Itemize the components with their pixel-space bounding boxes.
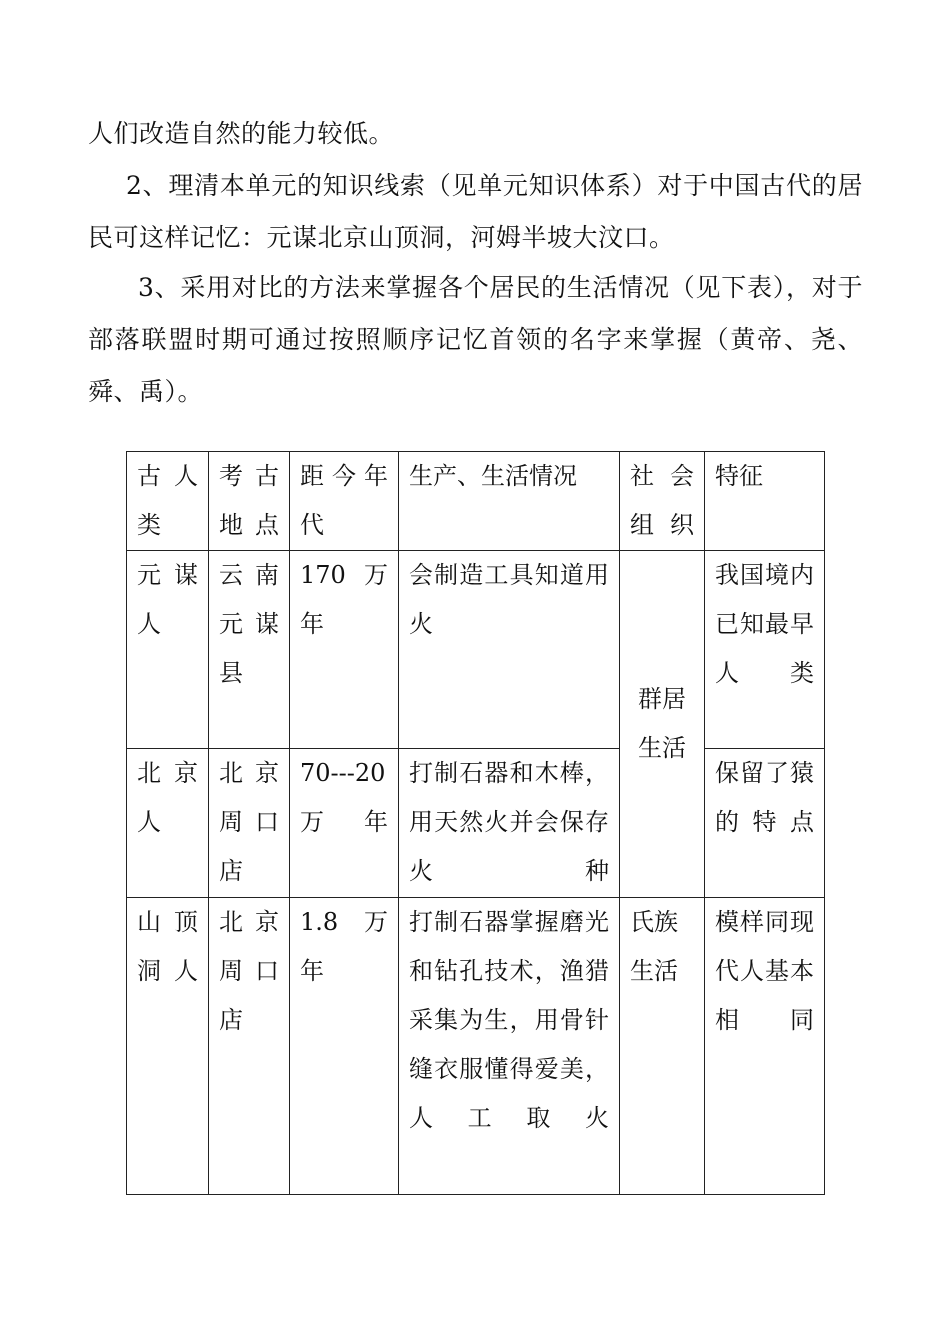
ancient-humans-table [126, 451, 825, 1195]
cell-feature: 我国境内已知最早人类 [705, 551, 825, 749]
header-cell-social: 社会组织 [620, 452, 705, 551]
cell-feature: 保留了猿的特点 [705, 749, 825, 898]
cell-life: 会制造工具知道用火 [399, 551, 620, 749]
table-row [127, 898, 825, 1195]
cell-age: 1.8 万年 [290, 898, 399, 1195]
cell-site: 北京周口店 [209, 898, 290, 1195]
header-cell-life: 生产、生活情况 [399, 452, 620, 551]
paragraph-1: 人们改造自然的能力较低。 [88, 119, 395, 148]
paragraph-2: 2、理清本单元的知识线索（见单元知识体系）对于中国古代的居民可这样记忆：元谋北京山顶洞，河姆半坡大汶口。 [88, 171, 863, 252]
header-cell-age: 距今年代 [290, 452, 399, 551]
cell-people: 北京人 [127, 749, 209, 898]
header-cell-feature: 特征 [705, 452, 825, 551]
cell-site: 云南元谋县 [209, 551, 290, 749]
cell-social-group: 氏族生活 [620, 898, 705, 1195]
cell-age: 70---20 万年 [290, 749, 399, 898]
table-row [127, 749, 825, 898]
table-header-row [127, 452, 825, 551]
header-cell-site: 考古地点 [209, 452, 290, 551]
header-cell-people: 古人类 [127, 452, 209, 551]
cell-people: 山顶洞人 [127, 898, 209, 1195]
cell-social-group: 群居生活 [620, 551, 705, 898]
cell-people: 元谋人 [127, 551, 209, 749]
table-row [127, 551, 825, 749]
cell-site: 北京周口店 [209, 749, 290, 898]
paragraph-3: 3、采用对比的方法来掌握各个居民的生活情况（见下表），对于部落联盟时期可通过按照顺序记忆首领的名字来掌握（黄帝、尧、舜、禹）。 [88, 273, 863, 406]
cell-age: 170 万年 [290, 551, 399, 749]
cell-feature: 模样同现代人基本相同 [705, 898, 825, 1195]
cell-life: 打制石器和木棒，用天然火并会保存火种 [399, 749, 620, 898]
cell-life: 打制石器掌握磨光和钻孔技术，渔猎采集为生，用骨针缝衣服懂得爱美，人工取火 [399, 898, 620, 1195]
